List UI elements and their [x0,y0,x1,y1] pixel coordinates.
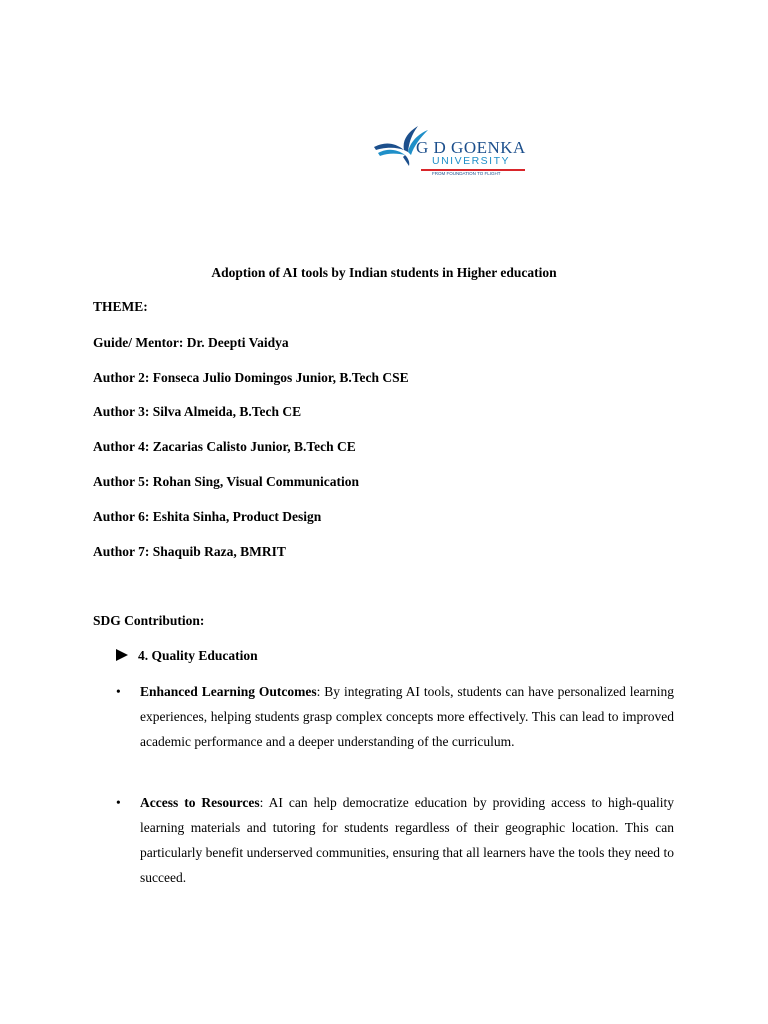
university-logo [372,120,538,178]
author-line: Author 3: Silva Almeida, B.Tech CE [93,404,302,419]
bullet-paragraph [140,679,674,755]
bullet-paragraph [140,790,674,891]
logo-subtitle: UNIVERSITY [432,155,511,167]
logo-tagline: FROM FOUNDATION TO FLIGHT [432,171,501,176]
bullet-dot: • [116,795,121,810]
arrow-right-icon [116,649,128,661]
sdg-heading: SDG Contribution: [93,613,205,628]
guide-line: Guide/ Mentor: Dr. Deepti Vaidya [93,335,289,350]
theme-label: THEME: [93,299,148,314]
bullet-dot: • [116,684,121,699]
bullet-text: : By integrating AI tools, students can have personalized learning experiences, helping students grasp complex concepts more effectively. This can lead to improved academic performance and a deeper understanding of the curriculum. [140,683,674,750]
author-line: Author 6: Eshita Sinha, Product Design [93,509,322,524]
author-line: Author 2: Fonseca Julio Domingos Junior, B.Tech CSE [93,370,409,385]
bullet-term: Enhanced Learning Outcomes [140,683,317,699]
document-title: Adoption of AI tools by Indian students in Higher education [211,265,557,280]
author-line: Author 7: Shaquib Raza, BMRIT [93,544,286,559]
sdg-item [116,647,258,665]
bullet-term: Access to Resources [140,794,260,810]
bullet-text: : AI can help democratize education by providing access to high-quality learning materials and tutoring for students regardless of their geographic location. This can particularly benefit underserved communities, ensuring that all learners have the tools they need to succeed. [140,794,674,886]
author-line: Author 5: Rohan Sing, Visual Communication [93,474,360,489]
sdg-item-label: 4. Quality Education [138,648,258,663]
logo-name: G D GOENKA [416,138,526,157]
author-line: Author 4: Zacarias Calisto Junior, B.Tech CE [93,439,356,454]
